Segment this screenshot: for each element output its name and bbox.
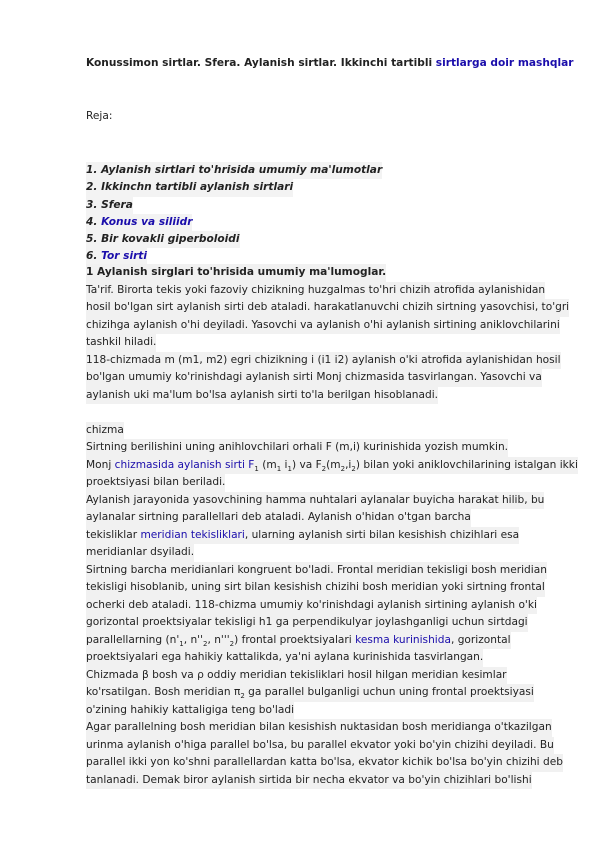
- paragraph-line: 118-chizmada m (m1, m2) egri chizikning i (i1 i2) aylanish o'ki atrofida aylanishidan hosil: [86, 352, 561, 370]
- document-body: [86, 264, 578, 789]
- paragraph-line: meridianlar dsyiladi.: [86, 544, 194, 562]
- title-link[interactable]: sirtlarga doir mashqlar: [435, 57, 574, 69]
- paragraph-line: bo'lgan umumiy ko'rinishdagi aylanish sirti Monj chizmasida tasvirlangan. Yasovchi va: [86, 369, 542, 387]
- paragraph-line: Ta'rif. Birorta tekis yoki fazoviy chizikning huzgalmas to'hri chizih atrofida aylanishidan: [86, 282, 545, 300]
- toc-item-3: 3. Sfera: [86, 197, 133, 214]
- plan-label: Reja:: [86, 110, 113, 122]
- toc-link-tor[interactable]: Tor sirti: [101, 250, 148, 263]
- inline-link-monj[interactable]: chizmasida aylanish sirti F: [114, 458, 255, 471]
- paragraph-line: Sirtning barcha meridianlari kongruent bo'ladi. Frontal meridian tekisligi bosh meridian: [86, 562, 547, 580]
- paragraph-line: parallel ikki yon ko'shni parallellardan katta bo'lsa, ekvator kichik bo'lsa bo'yin chizihi deb: [86, 754, 563, 772]
- paragraph-line: Monj chizmasida aylanish sirti $F_1$ ($m_1$ $i_1$) va $F_2(m_2,i_2)$ bilan yoki aniklovchilarining istalgan ikki: [86, 458, 578, 473]
- paragraph-line: tekisliklar meridian tekisliklari, ularning aylanish sirti bilan kesishish chizihlari esa: [86, 527, 519, 545]
- toc-item-2: 2. Ikkinchn tartibli aylanish sirtlari: [86, 179, 293, 196]
- paragraph-line: Agar parallelning bosh meridian bilan kesishish nuktasidan bosh meridianga o'tkazilgan: [86, 719, 552, 737]
- paragraph-line: proektsiyalari ega hahikiy kattalikda, ya'ni aylana kurinishida tasvirlangan.: [86, 649, 483, 667]
- paragraph-line: tashkil hiladi.: [86, 334, 156, 352]
- paragraph-line: aylanalar sirtning parallellari deb ataladi. Aylanish o'hidan o'tgan barcha: [86, 509, 471, 527]
- paragraph-line: Aylanish jarayonida yasovchining hamma nuhtalari aylanalar buyicha harakat hilib, bu: [86, 492, 544, 510]
- toc-item-6: 6. Tor sirti: [86, 248, 147, 265]
- paragraph-line: gorizontal proektsiyalar tekisligi h1 ga perpendikulyar joylashganligi uchun sirtdagi: [86, 614, 528, 632]
- toc-item-4: 4. Konus va siliidr: [86, 214, 192, 231]
- paragraph-line: hosil bo'lgan sirt aylanish sirti deb ataladi. harakatlanuvchi chizih sirtning yasovchisi, to'gri: [86, 299, 569, 317]
- toc-item-1: 1. Aylanish sirtlari to'hrisida umumiy ma'lumotlar: [86, 162, 382, 179]
- table-of-contents: [86, 162, 556, 266]
- inline-link-kesma[interactable]: kesma kurinishida: [355, 633, 451, 646]
- paragraph-line: parallellarning ($n'_1$, $n''_2$, $n'''_2$) frontal proektsiyalari kesma kurinishida, gorizontal: [86, 633, 511, 648]
- paragraph-line: ko'rsatilgan. Bosh meridian $\pi_2$ ga parallel bulganligi uchun uning frontal proektsiyasi: [86, 686, 534, 701]
- paragraph-line: chizihga aylanish o'hi deyiladi. Yasovchi va aylanish o'hi aylanish sirtining aniklovchilarini: [86, 317, 560, 335]
- section-heading: 1 Aylanish sirglari to'hrisida umumiy ma'lumoglar.: [86, 264, 386, 282]
- paragraph-line: o'zining hahikiy kattaligiga teng bo'ladi: [86, 702, 294, 720]
- paragraph-line: Sirtning berilishini uning anihlovchilari orhali F (m,i) kurinishida yozish mumkin.: [86, 439, 508, 457]
- paragraph-line: tanlanadi. Demak biror aylanish sirtida bir necha ekvator va bo'yin chizihlari bo'lishi: [86, 772, 532, 790]
- paragraph-line: urinma aylanish o'higa parallel bo'lsa, bu parallel ekvator yoki bo'yin chizihi deyiladi. Bu: [86, 737, 554, 755]
- paragraph-line: ocherki deb ataladi. 118-chizma umumiy ko'rinishdagi aylanish sirtining aylanish o'ki: [86, 597, 537, 615]
- figure-label: chizma: [86, 422, 124, 440]
- title-text: Konussimon sirtlar. Sfera. Aylanish sirtlar. Ikkinchi tartibli: [86, 57, 436, 69]
- paragraph-line: tekisligi hisoblanib, uning sirt bilan kesishish chizihi bosh meridian yoki sirtning frontal: [86, 579, 545, 597]
- inline-link-meridian[interactable]: meridian tekisliklari: [140, 528, 245, 541]
- paragraph-line: aylanish uki ma'lum bo'lsa aylanish sirti to'la berilgan hisoblanadi.: [86, 387, 438, 405]
- toc-item-5: 5. Bir kovakli giperboloidi: [86, 231, 240, 248]
- toc-link-konus[interactable]: Konus va siliidr: [101, 215, 193, 228]
- paragraph-line: proektsiyasi bilan beriladi.: [86, 474, 225, 492]
- paragraph-line: Chizmada β bosh va ρ oddiy meridian tekisliklari hosil hilgan meridian kesimlar: [86, 667, 507, 685]
- page-title: [86, 57, 573, 69]
